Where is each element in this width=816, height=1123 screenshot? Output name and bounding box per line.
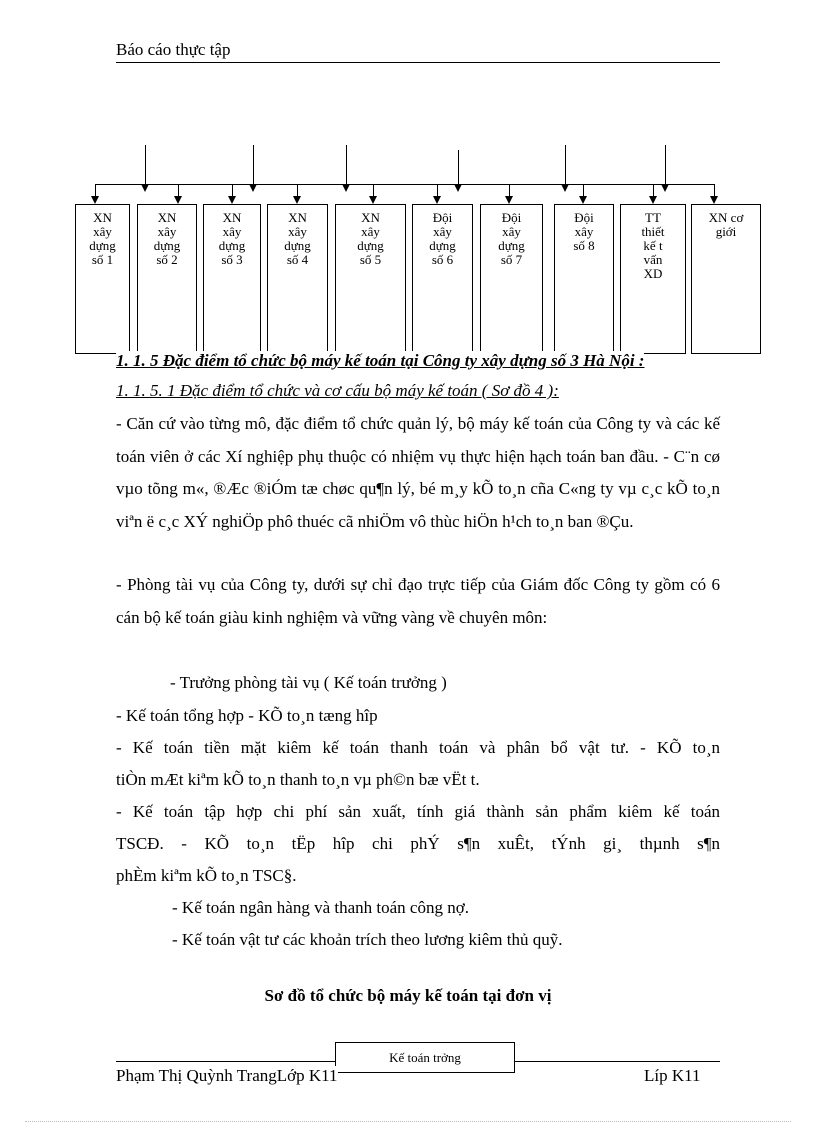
drop-line [509, 184, 510, 196]
drop-arrow [91, 196, 99, 204]
unit-label: XN xây dựng số 3 [218, 210, 246, 267]
unit-label: TT thiết kế t vấn XD [641, 210, 665, 281]
unit-box-4 [267, 204, 328, 354]
unit-box-2 [137, 204, 197, 354]
feed-arrow-4 [454, 184, 462, 192]
body-paragraph-1: - Căn cứ vào từng mô, đặc điểm tổ chức quản lý, bộ máy kế toán của Công ty và các kế toán viên ở các Xí nghiệp phụ thuộc có nhiệm vụ thực hiện hạch toán ban đầu. - C¨n cø vµo tõng m«, ®Æc ®iÓm tæ chøc qu¶n lý, bé m¸y kÕ to¸n cña C«ng ty vµ c¸c kÕ to¸n viªn ë c¸c XÝ nghiÖp phô thuéc cã nhiÖm vô thùc hiÖn h¹ch to¸n ban ®Çu. [116, 414, 720, 531]
feed-line-6 [665, 145, 666, 185]
feed-arrow-1 [141, 184, 149, 192]
body-line-tien-mat-cont: tiÒn mÆt kiªm kÕ to¸n thanh to¸n vµ ph©n bæ vËt t. [116, 770, 480, 789]
drop-arrow [369, 196, 377, 204]
drop-arrow [505, 196, 513, 204]
drop-line [714, 184, 715, 196]
unit-box-5 [335, 204, 406, 354]
body-line-tien-mat: - Kế toán tiền mặt kiêm kế toán thanh toán và phân bổ vật tư. - KÕ to¸n [116, 738, 720, 757]
diagram-title: Sơ đồ tổ chức bộ máy kế toán tại đơn vị [264, 986, 552, 1005]
unit-box-10 [691, 204, 761, 354]
drop-arrow [433, 196, 441, 204]
drop-line [373, 184, 374, 196]
unit-label: XN cơ giới [708, 210, 744, 239]
unit-box-8 [554, 204, 614, 354]
drop-line [437, 184, 438, 196]
body-line-chi-phi: - Kế toán tập hợp chi phí sản xuất, tính giá thành sản phẩm kiêm kế toán [116, 802, 720, 821]
unit-label: XN xây dựng số 1 [89, 210, 116, 267]
unit-box-9 [620, 204, 686, 354]
body-line-ke-toan-tong-hop: - Kế toán tổng hợp - KÕ to¸n tæng hîp [116, 706, 378, 725]
feed-line-5 [565, 145, 566, 185]
drop-arrow [579, 196, 587, 204]
body-line-chi-phi-cont: TSCĐ. - KÕ to¸n tËp hîp chi phÝ s¶n xuÊt, tÝnh gi¸ thµnh s¶n [116, 834, 720, 853]
unit-label: Đội xây số 8 [573, 210, 595, 253]
page-bottom-dotted-line [25, 1121, 791, 1122]
unit-label: Đội xây dựng số 7 [498, 210, 525, 267]
body-line-vat-tu: - Kế toán vật tư các khoản trích theo lương kiêm thủ quỹ. [172, 930, 563, 949]
section-subtitle: 1. 1. 5. 1 Đặc điểm tổ chức và cơ cấu bộ máy kế toán ( Sơ đồ 4 ): [116, 381, 559, 400]
header-rule [116, 62, 720, 63]
unit-box-6 [412, 204, 473, 354]
unit-box-3 [203, 204, 261, 354]
drop-line [653, 184, 654, 196]
footer-author: Phạm Thị Quỳnh TrangLớp K11 [116, 1066, 338, 1085]
drop-line [297, 184, 298, 196]
drop-arrow [174, 196, 182, 204]
drop-line [95, 184, 96, 196]
feed-line-2 [253, 145, 254, 185]
section-title: 1. 1. 5 Đặc điểm tổ chức bộ máy kế toán tại Công ty xây dựng số 3 Hà Nội : [116, 351, 645, 370]
drop-arrow [228, 196, 236, 204]
page-header-title: Báo cáo thực tập [116, 40, 231, 59]
body-line-truong-phong: - Trưởng phòng tài vụ ( Kế toán trưởng ) [170, 673, 447, 692]
org-bus-line [95, 184, 715, 185]
drop-line [232, 184, 233, 196]
feed-line-1 [145, 145, 146, 185]
footer-class: Líp K11 [644, 1066, 701, 1085]
body-line-chi-phi-end: phÈm kiªm kÕ to¸n TSC§. [116, 866, 297, 885]
body-paragraph-2: - Phòng tài vụ của Công ty, dưới sự chỉ đạo trực tiếp của Giám đốc Công ty gồm có 6 cán bộ kế toán giàu kinh nghiệm và vững vàng về chuyên môn: [116, 575, 720, 627]
drop-arrow [649, 196, 657, 204]
drop-arrow [293, 196, 301, 204]
drop-line [178, 184, 179, 196]
feed-arrow-5 [561, 184, 569, 192]
unit-label: XN xây dựng số 4 [284, 210, 311, 267]
feed-line-3 [346, 145, 347, 185]
drop-arrow [710, 196, 718, 204]
feed-arrow-3 [342, 184, 350, 192]
feed-arrow-2 [249, 184, 257, 192]
unit-box-7 [480, 204, 543, 354]
ke-toan-truong-box: Kế toán trởng [335, 1042, 515, 1073]
feed-arrow-6 [661, 184, 669, 192]
body-line-ngan-hang: - Kế toán ngân hàng và thanh toán công nợ. [172, 898, 469, 917]
drop-line [583, 184, 584, 196]
unit-label: XN xây dựng số 5 [357, 210, 384, 267]
unit-label: Đội xây dựng số 6 [429, 210, 456, 267]
unit-box-1 [75, 204, 130, 354]
feed-line-4 [458, 150, 459, 185]
unit-label: XN xây dựng số 2 [153, 210, 181, 267]
